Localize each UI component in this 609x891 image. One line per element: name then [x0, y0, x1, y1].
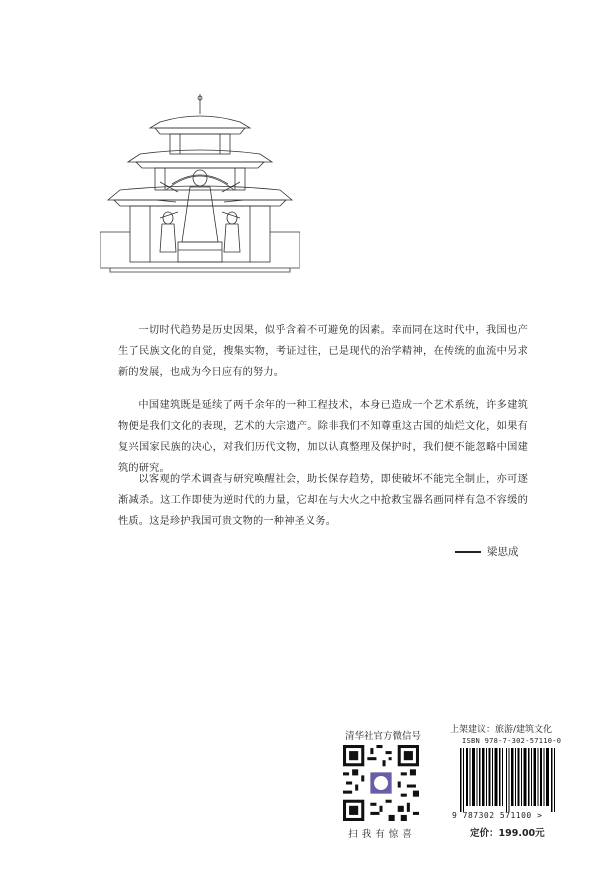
- paragraph-3: 以客观的学术调查与研究唤醒社会，助长保存趋势，即使破坏不能完全制止，亦可逐渐减杀。这工作即使为逆时代的力量，它却在与大火之中抢救宝器名画同样有急不容缓的性质。这是珍护我国可贵文物的一种神圣义务。: [118, 474, 528, 527]
- qr-caption: 清华社官方微信号: [344, 731, 421, 742]
- barcode-digits: 9 787302 571100 >: [452, 811, 543, 820]
- qr-code-icon[interactable]: [343, 745, 419, 821]
- shelf-suggestion: 上架建议：旅游/建筑文化: [450, 725, 553, 735]
- paragraph-2: 中国建筑既是延续了两千余年的一种工程技术，本身已造成一个艺术系统，许多建筑物便是我们文化的表现，艺术的大宗遗产。除非我们不知尊重这古国的灿烂文化，如果有复兴国家民族的决心，对我们历代文物，加以认真整理及保护时，我们便不能忽略中国建筑的研究。: [118, 400, 528, 474]
- barcode-icon: [460, 748, 556, 812]
- book-price: 定价：199.00元: [470, 828, 545, 839]
- author-name: 梁思成: [487, 546, 519, 558]
- isbn-number: ISBN 978-7-302-57110-0: [462, 737, 562, 745]
- signature-dash: [455, 551, 481, 553]
- qr-slogan: 扫我有惊喜: [348, 829, 416, 840]
- temple-illustration: [100, 92, 300, 274]
- author-signature: [455, 544, 519, 559]
- paragraph-1: 一切时代趋势是历史因果，似乎含着不可避免的因素。幸而同在这时代中，我国也产生了民族文化的自觉，搜集实物，考证过往，已是现代的治学精神，在传统的血流中另求新的发展，也成为今日应有的努力。: [118, 325, 528, 378]
